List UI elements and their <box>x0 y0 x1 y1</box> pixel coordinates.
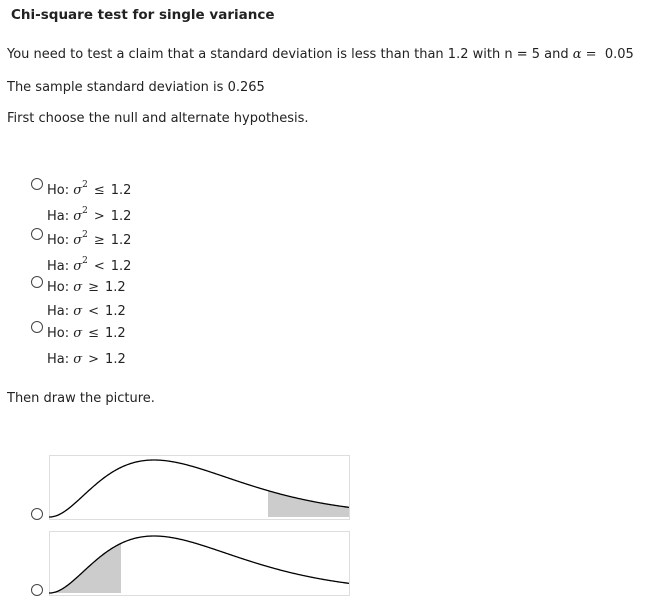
shaded-left-tail <box>49 543 121 593</box>
alternate-hypothesis: Ha: σ < 1.2 <box>47 304 126 319</box>
alternate-hypothesis: Ha: $\sigma^2 > 1.2$ <box>47 206 132 224</box>
alternate-hypothesis: Ha: $\sigma^2 < 1.2$ <box>47 256 132 274</box>
hypothesis-option-2[interactable] <box>31 225 131 277</box>
null-hypothesis: Ho: σ ≥ 1.2 <box>47 280 126 295</box>
chi-square-left-tail-picture[interactable] <box>49 531 351 597</box>
null-hypothesis: Ho: $\sigma^2 \ge 1.2$ <box>47 230 132 248</box>
sample-sd-text: The sample standard deviation is 0.265 <box>7 80 265 95</box>
picture-radio-right-tail[interactable] <box>31 508 43 520</box>
alpha-value: 0.05 <box>604 47 634 62</box>
hypothesis-option-4[interactable] <box>31 318 126 370</box>
chi-square-right-tail-picture[interactable] <box>49 455 351 521</box>
null-hypothesis: Ho: $\sigma^2 \le 1.2$ <box>47 180 132 198</box>
hypothesis-option-1[interactable] <box>31 175 131 227</box>
equals-sign: = <box>585 47 597 62</box>
claim-line <box>7 47 634 62</box>
alpha-symbol: α <box>572 47 582 62</box>
picture-instruction: Then draw the picture. <box>7 391 155 406</box>
null-hypothesis: Ho: σ ≤ 1.2 <box>47 326 126 341</box>
claim-text: You need to test a claim that a standard deviation is less than than 1.2 with n = 5 and <box>7 47 569 62</box>
hypothesis-option-3[interactable] <box>31 273 126 321</box>
hypothesis-instruction: First choose the null and alternate hypothesis. <box>7 111 309 126</box>
page-title: Chi-square test for single variance <box>11 7 275 23</box>
alternate-hypothesis: Ha: σ > 1.2 <box>47 352 126 367</box>
picture-radio-left-tail[interactable] <box>31 584 43 596</box>
